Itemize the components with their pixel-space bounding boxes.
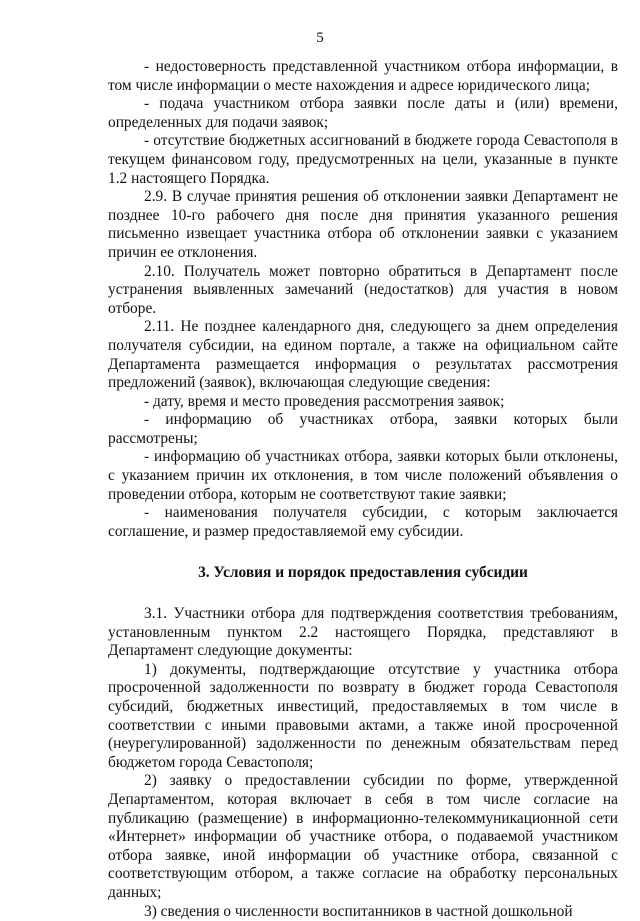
paragraph: 2.11. Не позднее календарного дня, следующего за днем определения получателя субсидии, на едином портале, а также на официальном сайте Департамента размещается информация о результатах рассмотрения предложений (заявок), включающая следующие сведения: bbox=[108, 318, 618, 392]
paragraph: 2.9. В случае принятия решения об отклонении заявки Департамент не позднее 10-го рабочего дня после дня принятия указанного решения письменно извещает участника отбора об отклонении заявки с указанием причин ее отклонения. bbox=[108, 188, 618, 261]
paragraph: - подача участником отбора заявки после даты и (или) времени, определенных для подачи заявок; bbox=[108, 95, 618, 131]
list-item: - наименования получателя субсидии, с которым заключается соглашение, и размер предоставляемой ему субсидии. bbox=[108, 504, 618, 540]
list-item: 1) документы, подтверждающие отсутствие у участника отбора просроченной задолженности по возврату в бюджет города Севастополя субсидий, бюджетных инвестиций, предоставляемых в том числе в соответствии с иными правовыми актами, а также иной просроченной (неурегулированной) задолженности по денежным обязательствам перед бюджетом города Севастополя; bbox=[108, 660, 618, 771]
list-item: 2) заявку о предоставлении субсидии по форме, утвержденной Департаментом, которая включает в себя в том числе согласие на публикацию (размещение) в информационно-телекоммуникационной сети «Интернет» информации об участнике отбора, о подаваемой участником отбора заявке, иной информации об участнике отбора, связанной с соответствующим отбором, а также согласие на обработку персональных данных; bbox=[108, 772, 618, 901]
list-item: - информацию об участниках отбора, заявки которых были рассмотрены; bbox=[108, 411, 618, 447]
section-heading: 3. Условия и порядок предоставления субсидии bbox=[198, 564, 528, 582]
paragraph: 3.1. Участники отбора для подтверждения соответствия требованиям, установленным пунктом 2.2 настоящего Порядка, представляют в Департамент следующие документы: bbox=[108, 605, 618, 660]
document-body bbox=[108, 58, 618, 921]
page-number: 5 bbox=[316, 30, 324, 46]
list-item: 3) сведения о численности воспитанников в частной дошкольной bbox=[144, 902, 573, 920]
paragraph: - недостоверность представленной участником отбора информации, в том числе информации о месте нахождения и адресе юридического лица; bbox=[108, 58, 618, 94]
list-item: - информацию об участниках отбора, заявки которых были отклонены, с указанием причин их отклонения, в том числе положений объявления о проведении отбора, которым не соответствуют такие заявки; bbox=[108, 448, 618, 503]
paragraph: 2.10. Получатель может повторно обратиться в Департамент после устранения выявленных замечаний (недостатков) для участия в новом отборе. bbox=[108, 262, 618, 317]
paragraph: - отсутствие бюджетных ассигнований в бюджете города Севастополя в текущем финансовом году, предусмотренных на цели, указанные в пункте 1.2 настоящего Порядка. bbox=[108, 132, 618, 187]
list-item: - дату, время и место проведения рассмотрения заявок; bbox=[144, 392, 505, 410]
